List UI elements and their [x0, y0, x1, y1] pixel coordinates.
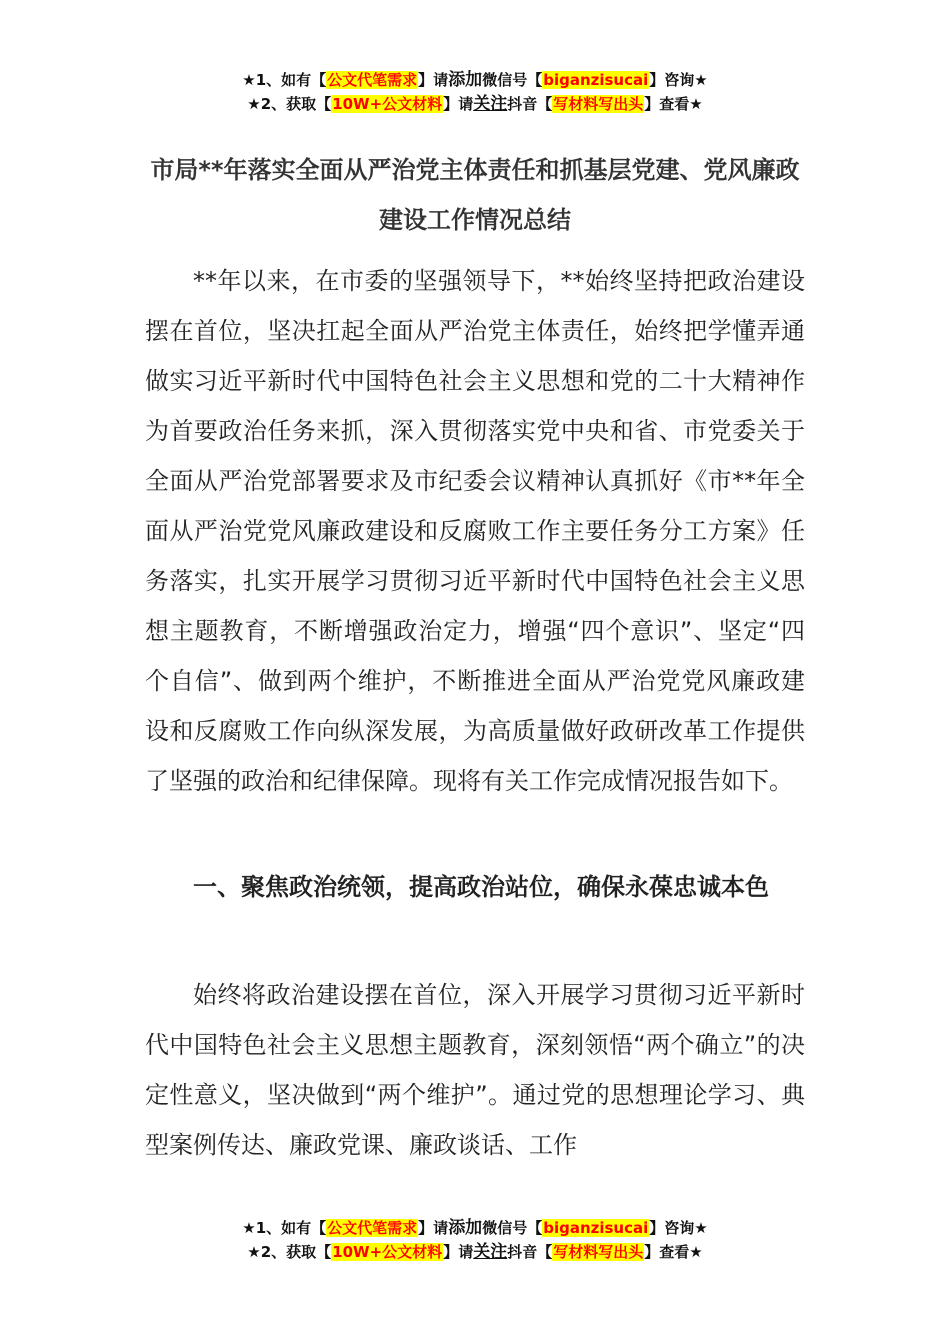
- banner-text: 】查看★: [644, 1243, 703, 1261]
- banner-text: 微信号【: [482, 71, 543, 89]
- banner-text: 】咨询★: [649, 71, 708, 89]
- banner-wechat-id: biganzisucai: [543, 1219, 649, 1237]
- banner-emphasis: 关注: [473, 94, 508, 114]
- banner-highlight: 公文代笔需求: [327, 1219, 418, 1237]
- header-banner: [0, 68, 950, 116]
- banner-text: ★2、获取【: [247, 95, 332, 113]
- banner-text: ★1、如有【: [242, 71, 327, 89]
- banner-line-2: [0, 92, 950, 116]
- banner-emphasis: 添加: [448, 1218, 483, 1238]
- banner-text: 】查看★: [644, 95, 703, 113]
- banner-highlight: 10W+公文材料: [332, 95, 443, 113]
- banner-text: 】请: [418, 71, 449, 89]
- banner-line-1: [0, 1216, 950, 1240]
- section-1-paragraph: 始终将政治建设摆在首位，深入开展学习贯彻习近平新时代中国特色社会主义思想主题教育，深刻领悟“两个确立”的决定性意义，坚决做到“两个维护”。通过党的思想理论学习、典型案例传达、廉政党课、廉政谈话、工作: [145, 981, 805, 1159]
- banner-text: ★2、获取【: [247, 1243, 332, 1261]
- banner-highlight: 10W+公文材料: [332, 1243, 443, 1261]
- footer-banner: [0, 1216, 950, 1264]
- intro-paragraph: **年以来，在市委的坚强领导下，**始终坚持把政治建设摆在首位，坚决扛起全面从严治党主体责任，始终把学懂弄通做实习近平新时代中国特色社会主义思想和党的二十大精神作为首要政治任务来抓，深入贯彻落实党中央和省、市党委关于全面从严治党部署要求及市纪委会议精神认真抓好《市**年全面从严治党党风廉政建设和反腐败工作主要任务分工方案》任务落实，扎实开展学习贯彻习近平新时代中国特色社会主义思想主题教育，不断增强政治定力，增强“四个意识”、坚定“四个自信”、做到两个维护，不断推进全面从严治党党风廉政建设和反腐败工作向纵深发展，为高质量做好政研改革工作提供了坚强的政治和纪律保障。现将有关工作完成情况报告如下。: [145, 267, 805, 795]
- banner-douyin-id: 写材料写出头: [553, 95, 644, 113]
- banner-text: 】请: [443, 95, 474, 113]
- banner-emphasis: 添加: [448, 70, 483, 90]
- banner-text: 抖音【: [507, 1243, 553, 1261]
- banner-douyin-id: 写材料写出头: [553, 1243, 644, 1261]
- banner-text: ★1、如有【: [242, 1219, 327, 1237]
- banner-text: 】请: [418, 1219, 449, 1237]
- banner-emphasis: 关注: [473, 1242, 508, 1262]
- banner-text: 微信号【: [482, 1219, 543, 1237]
- banner-highlight: 公文代笔需求: [327, 71, 418, 89]
- banner-text: 】请: [443, 1243, 474, 1261]
- banner-text: 】咨询★: [649, 1219, 708, 1237]
- section-heading-1: 一、聚焦政治统领，提高政治站位，确保永葆忠诚本色: [193, 873, 769, 901]
- banner-text: 抖音【: [507, 95, 553, 113]
- banner-wechat-id: biganzisucai: [543, 71, 649, 89]
- banner-line-2: [0, 1240, 950, 1264]
- banner-line-1: [0, 68, 950, 92]
- document-title: 市局**年落实全面从严治党主体责任和抓基层党建、党风廉政建设工作情况总结: [150, 156, 800, 234]
